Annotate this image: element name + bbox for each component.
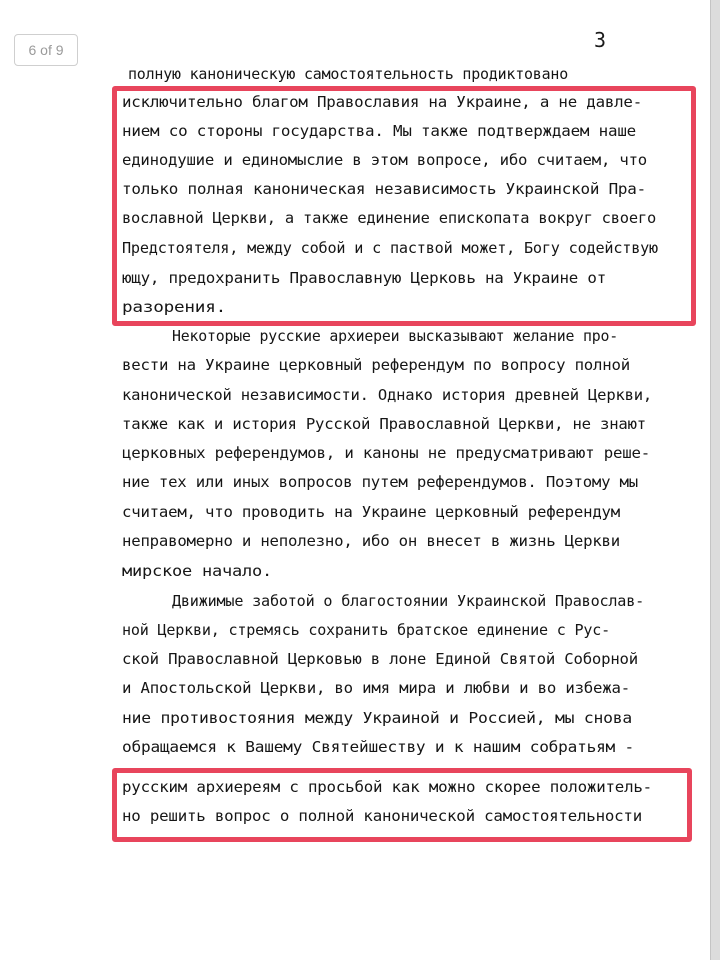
text-line: ние противостояния между Украиной и Россией, мы снова <box>122 709 633 727</box>
text-line: Некоторые русские архиереи высказывают желание про- <box>172 327 619 345</box>
text-line: Движимые заботой о благостоянии Украинской Православ- <box>172 592 645 610</box>
text-line: ской Православной Церковью в лоне Единой Святой Соборной <box>122 650 638 668</box>
text-line: обращаемся к Вашему Святейшеству и к нашим собратьям - <box>122 738 635 756</box>
text-line: мирское начало. <box>122 562 272 580</box>
page-counter: 6 of 9 <box>14 34 78 66</box>
text-line: ющу, предохранить Православную Церковь на Украине от <box>122 269 607 287</box>
highlight-box-bottom <box>112 768 692 842</box>
text-line: и Апостольской Церкви, во имя мира и любви и во избежа- <box>122 679 630 697</box>
text-line: канонической независимости. Однако история древней Церкви, <box>122 386 653 404</box>
text-line: ной Церкви, стремясь сохранить братское единение с Рус- <box>122 621 610 639</box>
text-line: Предстоятеля, между собой и с паствой может, Богу содействую <box>122 239 659 257</box>
text-line: единодушие и единомыслие в этом вопросе, ибо считаем, что <box>122 151 648 169</box>
text-line: исключительно благом Православия на Украине, а не давле- <box>122 93 642 111</box>
text-line: церковных референдумов, и каноны не предусматривают реше- <box>122 444 651 462</box>
text-line: неправомерно и неполезно, ибо он внесет в жизнь Церкви <box>122 532 621 550</box>
text-line: считаем, что проводить на Украине церковный референдум <box>122 503 621 521</box>
text-line: только полная каноническая независимость Украинской Пра- <box>122 180 647 198</box>
text-line: вести на Украине церковный референдум по вопросу полной <box>122 356 630 374</box>
highlight-box-top <box>112 86 696 326</box>
text-line: ние тех или иных вопросов путем референдумов. Поэтому мы <box>122 473 638 491</box>
text-line: но решить вопрос о полной канонической самостоятельности <box>122 807 642 825</box>
text-line: также как и история Русской Православной Церкви, не знают <box>122 415 646 433</box>
text-line: полную каноническую самостоятельность продиктовано <box>128 65 569 83</box>
text-line: разорения. <box>122 298 226 316</box>
text-line: русским архиереям с просьбой как можно скорее положитель- <box>122 778 652 796</box>
text-line: вославной Церкви, а также единение епископата вокруг своего <box>122 209 656 227</box>
page-number: 3 <box>594 28 607 52</box>
text-line: нием со стороны государства. Мы также подтверждаем наше <box>122 122 637 140</box>
